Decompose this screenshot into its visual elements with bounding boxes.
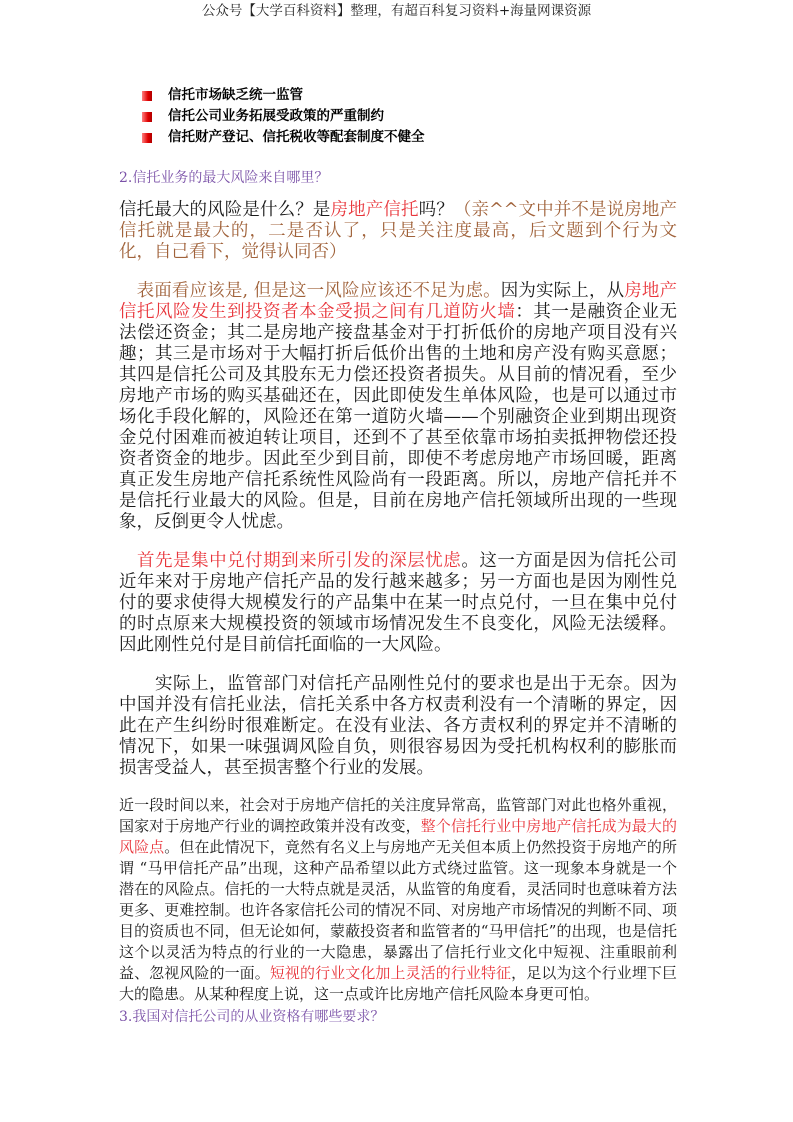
bullet-item <box>142 106 677 127</box>
text-run: 吗？ <box>418 200 454 220</box>
paragraph-redemption <box>119 551 677 656</box>
highlight-text: 房地产信托风险发生到投资者本金受损之间有几道防火墙 <box>119 281 678 322</box>
note-text: （亲^^文中并不是说房地产信托就是最大的，二是否认了，只是关注度最高，后文题到个行为文化，自己看下，觉得认同否） <box>119 200 678 262</box>
bullet-item <box>142 127 677 148</box>
highlight-text: 房地产信托 <box>330 200 419 220</box>
bullet-text: 信托市场缺乏统一监管 <box>168 87 303 103</box>
paragraph-regulation: 实际上，监管部门对信托产品刚性兑付的要求也是出于无奈。因为中国并没有信托业法，信托关系中各方权责利没有一个清晰的界定，因此在产生纠纷时很难断定。在没有业法、各方责权利的界定并不清晰的情况下，如果一味强调风险自负，则很容易因为受托机构权利的膨胀而损害受益人，甚至损害整个行业的发展。 <box>119 674 677 778</box>
page-header: 公众号【大学百科资料】整理，有超百科复习资料+海量网课资源 <box>201 3 592 19</box>
text-run: 信托最大的风险是什么？是 <box>119 200 331 220</box>
text-run: 。这一方面是因为信托公司近年来对于房地产信托产品的发行越来越多；另一方面也是因为刚性兑付的要求使得大规模发行的产品集中在某一时点兑付，一旦在集中兑付的时点原来大规模投资的领域市场情况发生不良变化，风险无法缓释。因此刚性兑付是目前信托面临的一大风险。 <box>119 551 678 655</box>
highlight-text: 短视的行业文化加上灵活的行业特征 <box>269 964 512 982</box>
paragraph-intro <box>119 200 677 263</box>
highlight-text: 整个信托行业中房地产信托成为最大的风险点 <box>119 817 677 856</box>
bullet-list <box>142 85 677 148</box>
question-heading: 2.信托业务的最大风险来自哪里？ <box>119 170 329 186</box>
note-text: 表面看应该是, 但是这一风险应该还不足为虑。 <box>119 281 501 301</box>
text-run: 因为实际上，从 <box>500 281 625 301</box>
paragraph-firewall <box>119 281 677 533</box>
highlight-text: 首先是集中兑付期到来所引发的深层忧虑 <box>119 551 462 571</box>
text-run: 。但在此情况下，竟然有名义上与房地产无关但本质上仍然投资于房地产的所谓 “马甲信托产品”出现，这种产品希望以此方式绕过监管。这一现象本身就是一个潜在的风险点。信托的一大特点就是灵活，从监管的角度看，灵活同时也意味着方法更多、更难控制。也许各家信托公司的情况不同、对房地产市场情况的判断不同、项目的资质也不同，但无论如何，蒙蔽投资者和监管者的“马甲信托”的出现，也是信托这个以灵活为特点的行业的一大隐患，暴露出了信托行业文化中短视、注重眼前利益、忽视风险的一面。 <box>119 838 677 982</box>
text-run: ：其一是融资企业无法偿还资金；其二是房地产接盘基金对于打折低价的房地产项目没有兴趣；其三是市场对于大幅打折后低价出售的土地和房产没有购买意愿；其四是信托公司及其股东无力偿还投资者损失。从目前的情况看，至少房地产市场的购买基础还在，因此即使发生单体风险，也是可以通过市场化手段化解的，风险还在第一道防火墙——个别融资企业到期出现资金兑付困难而被迫转让项目，还到不了甚至依靠市场拍卖抵押物偿还投资者资金的地步。因此至少到目前，即使不考虑房地产市场回暖，距离真正发生房地产信托系统性风险尚有一段距离。所以，房地产信托并不是信托行业最大的风险。但是，目前在房地产信托领域所出现的一些现象，反倒更令人忧虑。 <box>119 302 678 532</box>
red-square-bullet-icon <box>142 133 152 143</box>
bullet-item <box>142 85 677 106</box>
text-run: ，足以为这个行业埋下巨大的隐患。从某种程度上说，这一点或许比房地产信托风险本身更可怕。 <box>119 964 677 1003</box>
red-square-bullet-icon <box>142 91 152 101</box>
red-square-bullet-icon <box>142 112 152 122</box>
paragraph-culture <box>119 795 677 1005</box>
text-run: 近一段时间以来，社会对于房地产信托的关注度异常高，监管部门对此也格外重视，国家对于房地产行业的调控政策并没有改变， <box>119 796 677 835</box>
question-heading: 3.我国对信托公司的从业资格有哪些要求？ <box>119 1009 385 1025</box>
document-body <box>119 85 677 1027</box>
bullet-text: 信托财产登记、信托税收等配套制度不健全 <box>168 129 425 145</box>
bullet-text: 信托公司业务拓展受政策的严重制约 <box>168 108 384 124</box>
